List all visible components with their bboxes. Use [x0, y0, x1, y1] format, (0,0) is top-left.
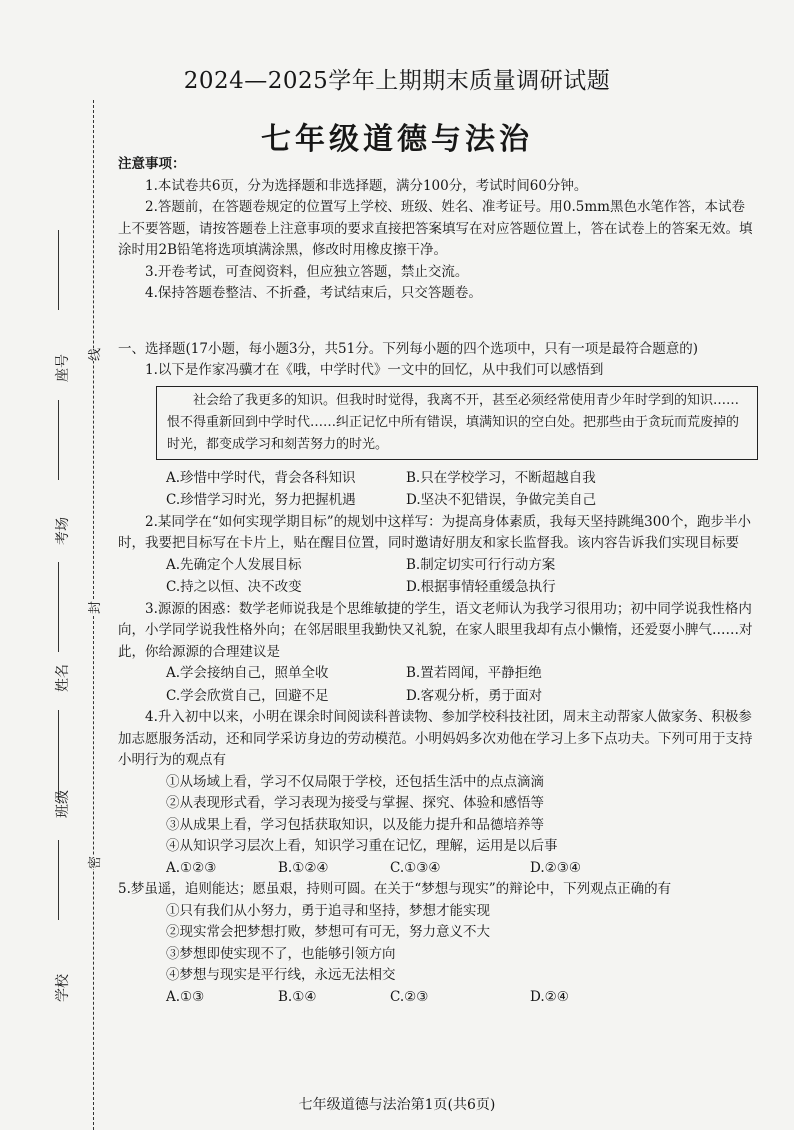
- question-3-options: [166, 663, 758, 707]
- option-b: B.①④: [278, 988, 317, 1005]
- statement: ③梦想即使实现不了，也能够引领方向: [166, 945, 396, 962]
- option-a: A.①③: [166, 988, 205, 1005]
- school-blank-line: [58, 840, 59, 920]
- option-c: C.珍惜学习时光，努力把握机遇: [166, 492, 356, 508]
- question-2-options: [166, 555, 758, 599]
- seal-mark-mi: 密: [83, 856, 104, 869]
- name-label: 姓名: [55, 664, 71, 692]
- option-a: A.①②③: [166, 859, 217, 876]
- notice-item: 1.本试卷共6页，分为选择题和非选择题，满分100分，考试时间60分钟。: [145, 177, 588, 194]
- exam-title: 2024—2025学年上期期末质量调研试题: [183, 68, 611, 94]
- seal-mark-line: 线: [83, 348, 104, 361]
- notice-title: 注意事项：: [118, 156, 186, 172]
- question-4-stem: 4.升入初中以来，小明在课余时间阅读科普读物、参加学校科技社团，周末主动帮家人做家务、积极参加志愿服务活动，还和同学采访身边的劳动模范。小明妈妈多次劝他在学习上多下点功夫。下列可用于支持小明行为的观点有: [118, 709, 753, 768]
- question-1-quote: 社会给了我更多的知识。但我时时觉得，我离不开，甚至必须经常使用青少年时学到的知识……恨不得重新回到中学时代……纠正记忆中所有错误，填满知识的空白处。把那些由于贪玩而荒废掉的时光，都变成学习和刻苦努力的时光。: [156, 386, 758, 460]
- seal-mark-feng: 封: [83, 601, 104, 614]
- statement: ①从场域上看，学习不仅局限于学校，还包括生活中的点点滴滴: [166, 773, 544, 790]
- seat-blank-line: [58, 230, 59, 310]
- subject-title: 七年级道德与法治: [261, 122, 533, 157]
- seal-dashed-line: [93, 100, 94, 1130]
- question-4-options: [166, 858, 758, 880]
- class-blank-line: [58, 710, 59, 800]
- option-d: D.坚决不犯错误，争做完美自己: [406, 492, 597, 508]
- option-b: B.制定切实可行行动方案: [406, 556, 556, 573]
- option-a: A.珍惜中学时代，背会各科知识: [166, 469, 356, 486]
- option-b: B.①②④: [278, 859, 329, 876]
- option-c: C.学会欣赏自己，回避不足: [166, 687, 329, 704]
- option-b: B.置若罔闻，平静拒绝: [406, 665, 542, 681]
- school-label: 学校: [55, 974, 71, 1002]
- question-2-stem: 2.某同学在“如何实现学期目标”的规划中这样写：为提高身体素质，我每天坚持跳绳300个，跑步半小时，我要把目标写在卡片上，贴在醒目位置，同时邀请好朋友和家长监督我。该内容告诉我们实现目标要: [118, 513, 751, 551]
- statement: ①只有我们从小努力，勇于追寻和坚持，梦想才能实现: [166, 902, 490, 919]
- question-3-stem: 3.源源的困惑：数学老师说我是个思维敏捷的学生，语文老师认为我学习很用功；初中同学说我性格内向，小学同学说我性格外向；在邻居眼里我勤快又礼貌，在家人眼里我却有点小懒惰，还爱耍小脾气……对此，你给源源的合理建议是: [118, 600, 753, 660]
- statement: ②现实常会把梦想打败，梦想可有可无，努力意义不大: [166, 924, 490, 940]
- seat-label: 座号: [55, 354, 71, 382]
- page-footer: 七年级道德与法治第1页(共6页): [298, 1097, 496, 1113]
- section-heading: 一、选择题(17小题，每小题3分，共51分。下列每小题的四个选项中，只有一项是最符合题意的): [118, 340, 698, 357]
- option-c: C.持之以恒、决不改变: [166, 579, 302, 595]
- room-label: 考场: [55, 517, 71, 545]
- question-5-options: [166, 987, 758, 1009]
- room-blank-line: [58, 400, 59, 480]
- exam-content: [118, 150, 758, 1008]
- option-d: D.根据事情轻重缓急执行: [406, 579, 556, 595]
- notice-item: 4.保持答题卷整洁、不折叠，考试结束后，只交答题卷。: [145, 285, 482, 301]
- option-d: D.②④: [530, 988, 569, 1005]
- statement: ④从知识学习层次上看，知识学习重在记忆，理解，运用是以后事: [166, 838, 558, 854]
- option-c: C.②③: [390, 988, 429, 1005]
- statement: ②从表现形式看，学习表现为接受与掌握、探究、体验和感悟等: [166, 795, 544, 811]
- question-1-options: [166, 468, 758, 512]
- question-1-stem: 1.以下是作家冯骥才在《哦，中学时代》一文中的回忆，从中我们可以感悟到: [145, 362, 604, 378]
- option-d: D.客观分析，勇于面对: [406, 687, 543, 704]
- statement: ④梦想与现实是平行线，永远无法相交: [166, 967, 396, 983]
- name-blank-line: [58, 562, 59, 652]
- statement: ③从成果上看，学习包括获取知识，以及能力提升和品德培养等: [166, 816, 544, 833]
- option-c: C.①③④: [390, 859, 441, 876]
- notice-item: 2.答题前，在答题卷规定的位置写上学校、班级、姓名、准考证号。用0.5mm黑色水笔作答，本试卷上不要答题，请按答题卷上注意事项的要求直接把答案填写在对应答题位置上，答在试卷上的答案无效。填涂时用2B铅笔将选项填满涂黑，修改时用橡皮擦干净。: [118, 199, 753, 258]
- option-b: B.只在学校学习，不断超越自我: [406, 469, 596, 486]
- notice-item: 3.开卷考试，可查阅资料，但应独立答题，禁止交流。: [145, 263, 469, 280]
- option-d: D.②③④: [530, 859, 581, 876]
- option-a: A.先确定个人发展目标: [166, 556, 302, 573]
- question-5-stem: 5.梦虽遥，追则能达；愿虽艰，持则可圆。在关于“梦想与现实”的辩论中，下列观点正确的有: [118, 881, 672, 897]
- class-label: 班级: [55, 790, 71, 818]
- option-a: A.学会接纳自己，照单全收: [166, 665, 329, 681]
